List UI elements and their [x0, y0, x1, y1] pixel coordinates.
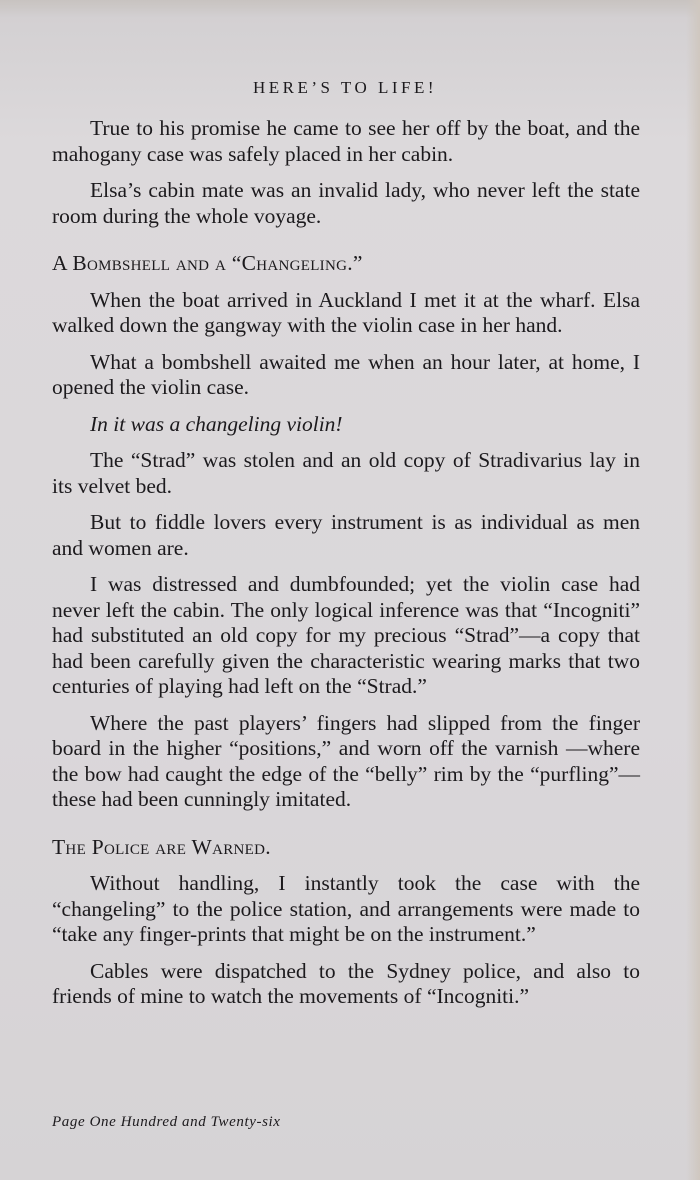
paragraph-cabin-mate: Elsa’s cabin mate was an invalid lady, who never left the state room during the whole voyage.	[52, 178, 640, 228]
paragraph-distressed: I was distressed and dumbfounded; yet the violin case had never left the cabin. The only logical inference was that “Incogniti” had substituted an old copy for my precious “Strad”—a copy that had been carefully given the characteristic wearing marks that two centuries of playing had left on the “Strad.”	[52, 572, 640, 698]
subheading-bombshell: A Bombshell and a “Changeling.”	[52, 251, 363, 275]
paragraph-promise: True to his promise he came to see her off by the boat, and the mahogany case was safely placed in her cabin.	[52, 116, 640, 166]
paragraph-auckland-arrival: When the boat arrived in Auckland I met it at the wharf. Elsa walked down the gangway with the violin case in her hand.	[52, 287, 640, 337]
body-text	[52, 116, 640, 1021]
paragraph-strad-stolen: The “Strad” was stolen and an old copy of Stradivarius lay in its velvet bed.	[52, 448, 640, 498]
paragraph-changeling-violin: In it was a changeling violin!	[90, 411, 343, 436]
subheading-police-warned: The Police are Warned.	[52, 834, 271, 859]
paragraph-cables: Cables were dispatched to the Sydney police, and also to friends of mine to watch the movements of “Incogniti.”	[52, 958, 640, 1008]
paragraph-fiddle-lovers: But to fiddle lovers every instrument is as individual as men and women are.	[52, 510, 640, 560]
page-folio: Page One Hundred and Twenty-six	[52, 1114, 281, 1130]
paragraph-fingers-slipped: Where the past players’ fingers had slipped from the finger board in the higher “positions,” and worn off the varnish —where the bow had caught the edge of the “belly” rim by the “purfling”—these had been cunningly imitated.	[52, 710, 640, 811]
paragraph-bombshell: What a bombshell awaited me when an hour later, at home, I opened the violin case.	[52, 349, 640, 399]
running-head: HERE’S TO LIFE!	[252, 78, 438, 97]
paragraph-police-station: Without handling, I instantly took the case with the “changeling” to the police station, and arrangements were made to “take any finger-prints that might be on the instrument.”	[52, 871, 640, 946]
